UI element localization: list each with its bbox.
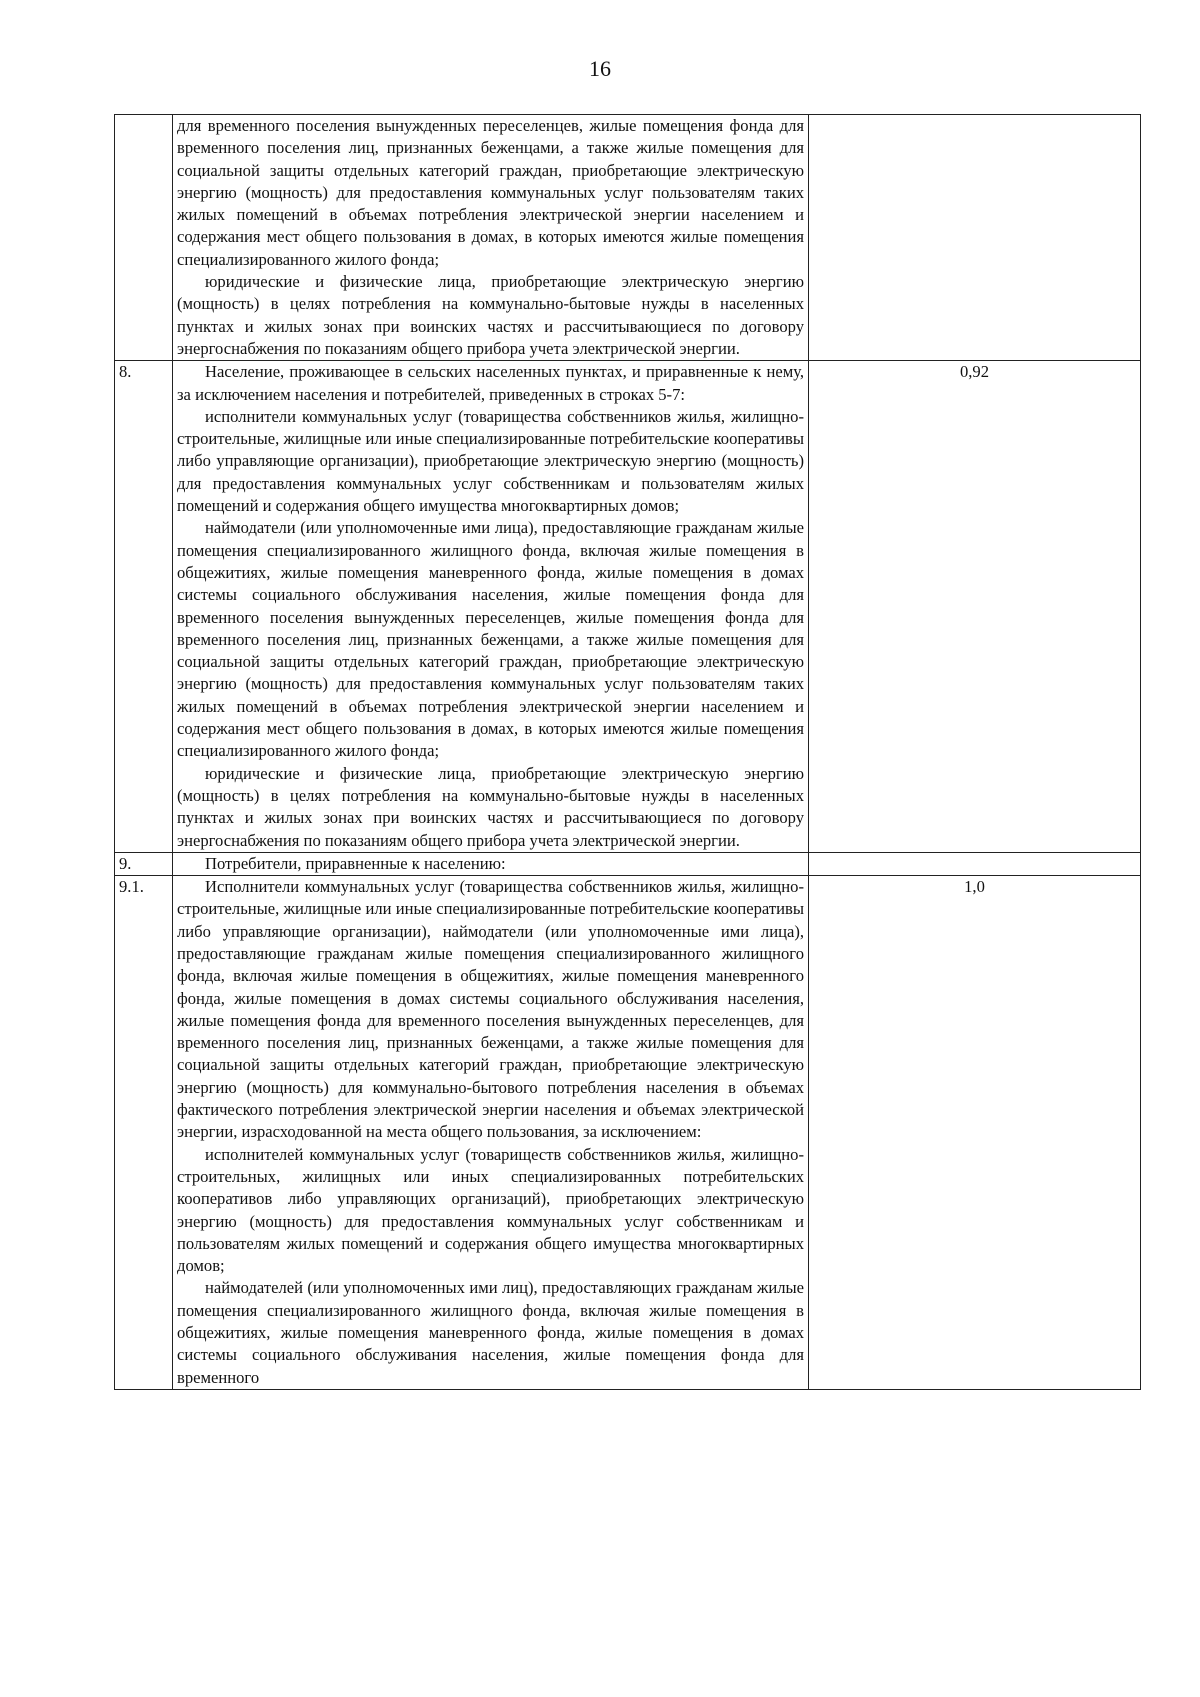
table-row [115, 876, 1141, 1390]
row-coefficient: 1,0 [809, 876, 1141, 1390]
row-coefficient: 0,92 [809, 361, 1141, 853]
paragraph: Потребители, приравненные к населению: [205, 853, 506, 873]
paragraph: юридические и физические лица, приобретающие электрическую энергию (мощность) в целях потребления на коммунально-бытовые нужды в населенных пунктах и жилых зонах при воинских частях и рассчитывающиеся по договору энергоснабжения по показаниям общего прибора учета электрической энергии. [177, 763, 804, 850]
row-number [115, 115, 173, 361]
paragraph: юридические и физические лица, приобретающие электрическую энергию (мощность) в целях потребления на коммунально-бытовые нужды в населенных пунктах и жилых зонах при воинских частях и рассчитывающиеся по договору энергоснабжения по показаниям общего прибора учета электрической энергии. [177, 272, 804, 358]
page-number: 16 [589, 56, 611, 81]
row-description [173, 361, 809, 853]
row-description [173, 876, 809, 1390]
tariff-table [114, 114, 1141, 1390]
row-number: 9. [115, 852, 173, 875]
row-description [173, 115, 809, 361]
row-description [173, 852, 809, 875]
row-number: 9.1. [115, 876, 173, 1390]
paragraph: для временного поселения вынужденных переселенцев, жилые помещения фонда для временного поселения лиц, признанных беженцами, а также жилые помещения для социальной защиты отдельных категорий граждан, приобретающие электрическую энергию (мощность) для предоставления коммунальных услуг пользователям таких жилых помещений в объемах потребления электрической энергии населением и содержания мест общего пользования в домах, в которых имеются жилые помещения специализированного жилого фонда; [177, 116, 804, 269]
paragraph: исполнители коммунальных услуг (товарищества собственников жилья, жилищно-строительные, жилищные или иные специализированные потребительские кооперативы либо управляющие организации), приобретающие электрическую энергию (мощность) для предоставления коммунальных услуг собственникам и пользователям жилых помещений и содержания общего имущества многоквартирных домов; [177, 406, 804, 516]
paragraph: наймодатели (или уполномоченные ими лица), предоставляющие гражданам жилые помещения специализированного жилищного фонда, включая жилые помещения в общежитиях, жилые помещения маневренного фонда, жилые помещения в домах системы социального обслуживания населения, жилые помещения фонда для временного поселения вынужденных переселенцев, жилые помещения фонда для временного поселения лиц, признанных беженцами, а также жилые помещения для социальной защиты отдельных категорий граждан, приобретающие электрическую энергию (мощность) для предоставления коммунальных услуг пользователям таких жилых помещений в объемах потребления электрической энергии населением и содержания мест общего пользования в домах, в которых имеются жилые помещения специализированного жилого фонда; [177, 518, 804, 761]
table-row [115, 361, 1141, 853]
table-row [115, 115, 1141, 361]
paragraph: исполнителей коммунальных услуг (товариществ собственников жилья, жилищно-строительных, жилищных или иных специализированных потребительских кооперативов либо управляющих организаций), приобретающих электрическую энергию (мощность) для предоставления коммунальных услуг собственникам и пользователям жилых помещений и содержания общего имущества многоквартирных домов; [177, 1144, 804, 1276]
paragraph: наймодателей (или уполномоченных ими лиц), предоставляющих гражданам жилые помещения специализированного жилищного фонда, включая жилые помещения в общежитиях, жилые помещения маневренного фонда, жилые помещения в домах системы социального обслуживания населения, жилые помещения фонда для временного [177, 1278, 804, 1387]
table-row [115, 852, 1141, 875]
row-coefficient [809, 852, 1141, 875]
row-coefficient [809, 115, 1141, 361]
paragraph: Исполнители коммунальных услуг (товарищества собственников жилья, жилищно-строительные, жилищные или иные специализированные потребительские кооперативы либо управляющие организации), наймодатели (или уполномоченные ими лица), предоставляющие гражданам жилые помещения специализированного жилищного фонда, включая жилые помещения в общежитиях, жилые помещения маневренного фонда, жилые помещения в домах системы социального обслуживания населения, жилые помещения фонда для временного поселения вынужденных переселенцев, для временного поселения лиц, признанных беженцами, а также жилые помещения для социальной защиты отдельных категорий граждан, приобретающие электрическую энергию (мощность) для коммунально-бытового потребления населения в объемах фактического потребления электрической энергии населения и объемах электрической энергии, израсходованной на места общего пользования, за исключением: [177, 877, 804, 1142]
row-number: 8. [115, 361, 173, 853]
paragraph: Население, проживающее в сельских населенных пунктах, и приравненные к нему, за исключением населения и потребителей, приведенных в строках 5-7: [177, 362, 804, 404]
